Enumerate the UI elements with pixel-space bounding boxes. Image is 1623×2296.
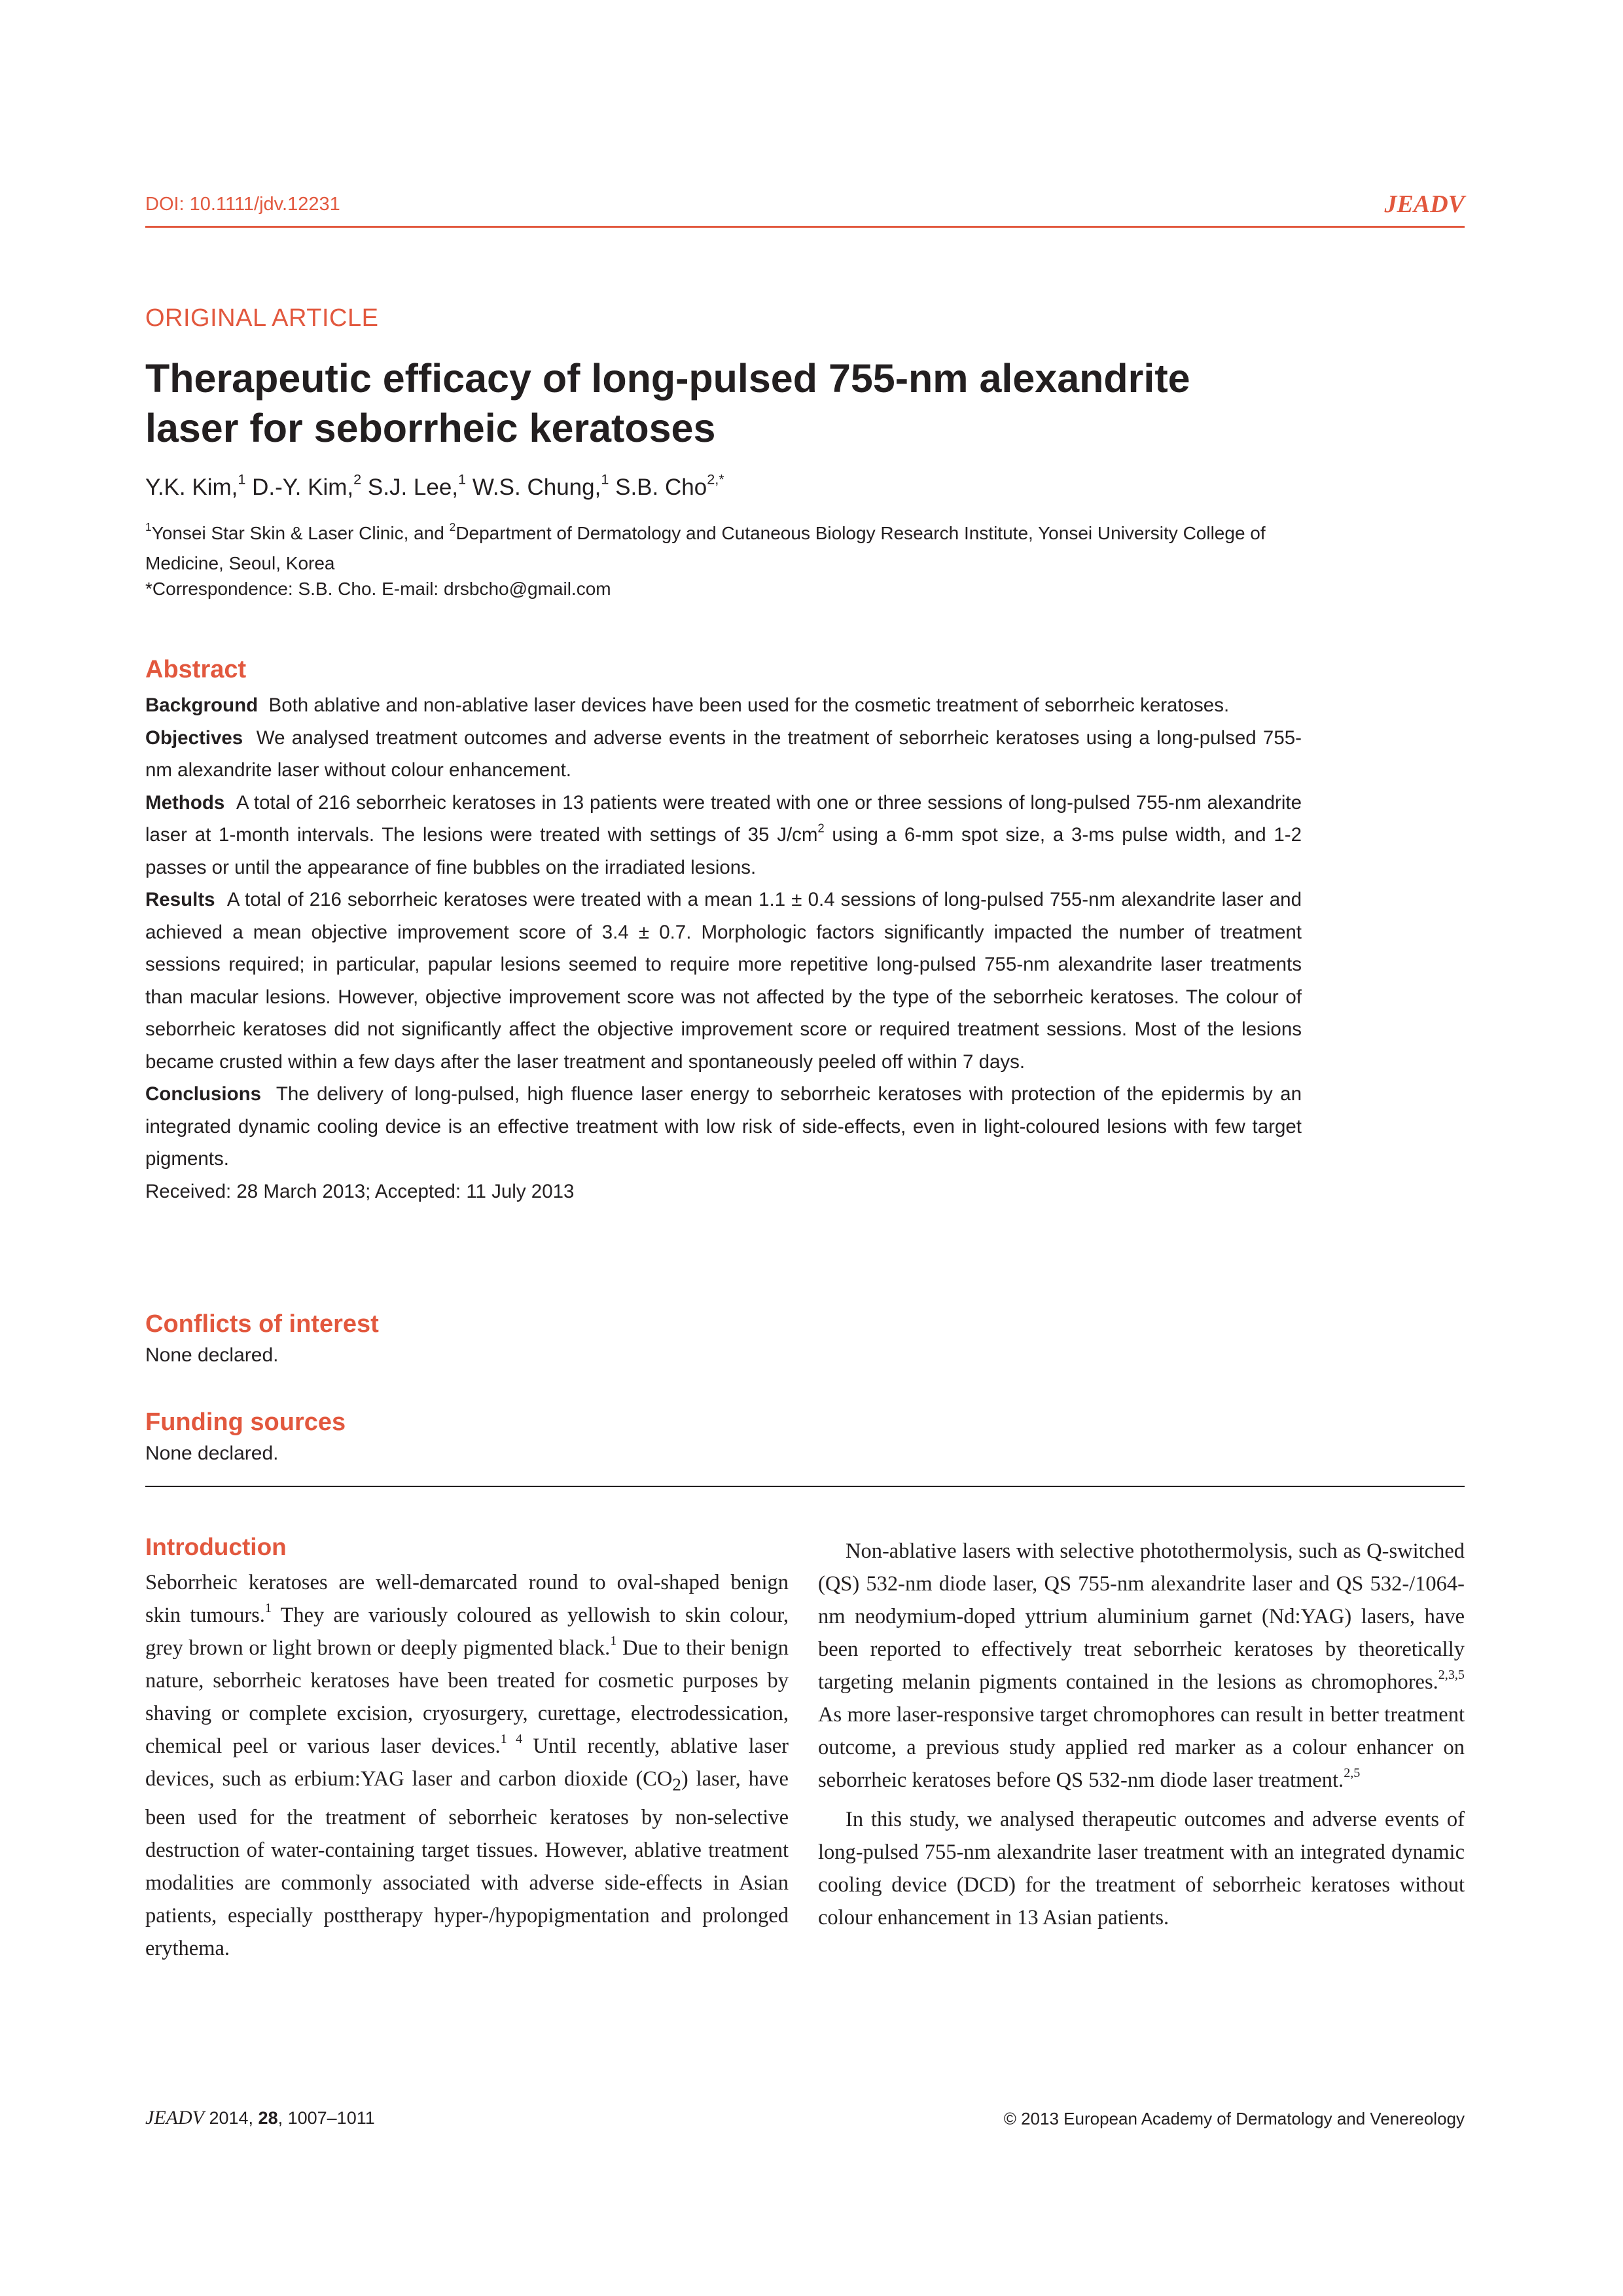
footer-volume: 28 [258, 2108, 278, 2128]
citation-ref[interactable]: 1 [264, 1600, 272, 1615]
correspondence[interactable]: *Correspondence: S.B. Cho. E-mail: drsbcho@gmail.com [145, 579, 611, 599]
author-affiliation-mark: 2 [353, 471, 362, 488]
body-text: As more laser-responsive target chromophores can result in better treatment outcome, a previous study applied red marker as a colour enhancer on seborrheic keratoses before QS 532-nm diode laser treatment. [818, 1703, 1465, 1792]
body-text: Seborrheic keratoses are well-demarcated round to oval-shaped benign skin tumours. [145, 1571, 789, 1627]
author: S.B. Cho [615, 475, 707, 500]
author: D.-Y. Kim, [252, 475, 354, 500]
abstract-text: We analysed treatment outcomes and adverse events in the treatment of seborrheic keratoses using a long-pulsed 755-nm alexandrite laser without colour enhancement. [145, 726, 1302, 781]
author-affiliation-mark: 1 [458, 471, 467, 488]
affiliation-mark: 2 [449, 520, 456, 533]
body-text: They are variously coloured as yellowish to skin colour, grey brown or light brown or deeply pigmented black. [145, 1604, 789, 1660]
abstract-text: A total of 216 seborrheic keratoses in 13 patients were treated with one or three sessions of long-pulsed 755-nm alexandrite laser at 1-month intervals. The lesions were treated with settings of 35 J/cm [145, 791, 1302, 846]
citation-ref[interactable]: 1 4 [500, 1731, 523, 1746]
citation-ref[interactable]: 2,5 [1344, 1765, 1361, 1780]
body-column-left [145, 1566, 789, 1965]
footer-journal: JEADV [145, 2107, 204, 2128]
conflicts-heading: Conflicts of interest [145, 1310, 379, 1338]
article-type: ORIGINAL ARTICLE [145, 304, 379, 332]
abstract-label: Background [145, 694, 259, 716]
author-affiliation-mark: 2,* [707, 471, 724, 488]
funding-text: None declared. [145, 1443, 279, 1464]
affiliation-mark: 1 [145, 520, 152, 533]
citation-ref[interactable]: 2,3,5 [1438, 1667, 1465, 1682]
header-divider [145, 226, 1465, 228]
footer-year: 2014, [204, 2108, 259, 2128]
conflicts-text: None declared. [145, 1344, 279, 1366]
footer-copyright: © 2013 European Academy of Dermatology and Venereology [1003, 2109, 1465, 2128]
citation-ref[interactable]: 1 [610, 1633, 617, 1648]
author-affiliation-mark: 1 [238, 471, 246, 488]
abstract-label: Objectives [145, 726, 243, 749]
funding-heading: Funding sources [145, 1408, 346, 1436]
author: W.S. Chung, [472, 475, 601, 500]
abstract-results [145, 884, 1302, 1078]
author-affiliation-mark: 1 [601, 471, 609, 488]
abstract-text: using a 6-mm spot size, a 3-ms pulse width, and 1-2 passes or until the appearance of fine bubbles on the irradiated lesions. [145, 824, 1302, 878]
abstract-label: Conclusions [145, 1083, 262, 1105]
article-title: Therapeutic efficacy of long-pulsed 755-nm alexandrite laser for seborrheic keratoses [145, 356, 1190, 450]
superscript: 2 [817, 821, 825, 835]
abstract-heading: Abstract [145, 656, 247, 683]
author: S.J. Lee, [367, 475, 459, 500]
footer-pages: , 1007–1011 [277, 2108, 375, 2128]
abstract-objectives [145, 722, 1302, 787]
paragraph [818, 1535, 1465, 1797]
doi[interactable]: DOI: 10.1111/jdv.12231 [145, 194, 340, 215]
abstract-body [145, 689, 1302, 1208]
body-text: Due to their benign nature, seborrheic keratoses have been treated for cosmetic purposes by shaving or complete excision, cryosurgery, curettage, electrodessication, chemical peel or various laser devices. [145, 1636, 789, 1758]
abstract-label: Methods [145, 791, 225, 814]
abstract-background [145, 689, 1302, 722]
body-text: ) laser, have been used for the treatment of seborrheic keratoses by non-selective destruction of water-containing target tissues. However, ablative treatment modalities are commonly associated with adverse side-effects in Asian patients, especially posttherapy hyper-/hypopigmentation and prolonged erythema. [145, 1767, 789, 1960]
abstract-text: Both ablative and non-ablative laser devices have been used for the cosmetic treatment of seborrheic keratoses. [268, 694, 1230, 716]
subscript: 2 [672, 1774, 681, 1795]
paragraph [145, 1566, 789, 1965]
received-dates: Received: 28 March 2013; Accepted: 11 July 2013 [145, 1180, 575, 1202]
affiliations [145, 518, 1297, 579]
abstract-methods [145, 787, 1302, 884]
journal-name: JEADV [1384, 190, 1465, 218]
abstract-conclusions [145, 1078, 1302, 1175]
affiliation-text: Yonsei Star Skin & Laser Clinic, and [151, 523, 450, 543]
abstract-text: The delivery of long-pulsed, high fluence laser energy to seborrheic keratoses with protection of the epidermis by an integrated dynamic cooling device is an effective treatment with low risk of side-effects, even in light-coloured lesions with few target pigments. [145, 1083, 1302, 1170]
abstract-text: A total of 216 seborrheic keratoses were treated with a mean 1.1 ± 0.4 sessions of long-pulsed 755-nm alexandrite laser and achieved a mean objective improvement score of 3.4 ± 0.7. Morphologic factors significantly impacted the number of treatment sessions required; in particular, papular lesions seemed to require more repetitive long-pulsed 755-nm alexandrite laser treatments than macular lesions. However, objective improvement score was not affected by the type of the seborrheic keratoses. The colour of seborrheic keratoses did not significantly affect the objective improvement score or required treatment sessions. Most of the lesions became crusted within a few days after the laser treatment and spontaneously peeled off within 7 days. [145, 889, 1302, 1073]
author: Y.K. Kim, [145, 475, 238, 500]
author-list [145, 471, 724, 501]
body-text: Non-ablative lasers with selective photothermolysis, such as Q-switched (QS) 532-nm diode laser, QS 755-nm alexandrite laser and QS 532-/1064-nm neodymium-doped yttrium aluminium garnet (Nd:YAG) lasers, have been reported to effectively treat seborrheic keratoses by theoretically targeting melanin pigments contained in the lesions as chromophores. [818, 1539, 1465, 1694]
section-divider [145, 1486, 1465, 1487]
footer-citation [145, 2107, 375, 2129]
paragraph: In this study, we analysed therapeutic outcomes and adverse events of long-pulsed 755-nm alexandrite laser treatment with an integrated dynamic cooling device (DCD) for the treatment of seborrheic keratoses without colour enhancement in 13 Asian patients. [818, 1808, 1465, 1929]
affiliation-text: Department of Dermatology and Cutaneous Biology Research Institute, Yonsei University College of Medicine, Seoul, Korea [145, 523, 1266, 573]
body-text: Until recently, ablative laser devices, such as erbium:YAG laser and carbon dioxide (CO [145, 1734, 789, 1791]
abstract-label: Results [145, 889, 215, 910]
body-column-right [818, 1535, 1465, 1934]
introduction-heading: Introduction [145, 1534, 287, 1560]
